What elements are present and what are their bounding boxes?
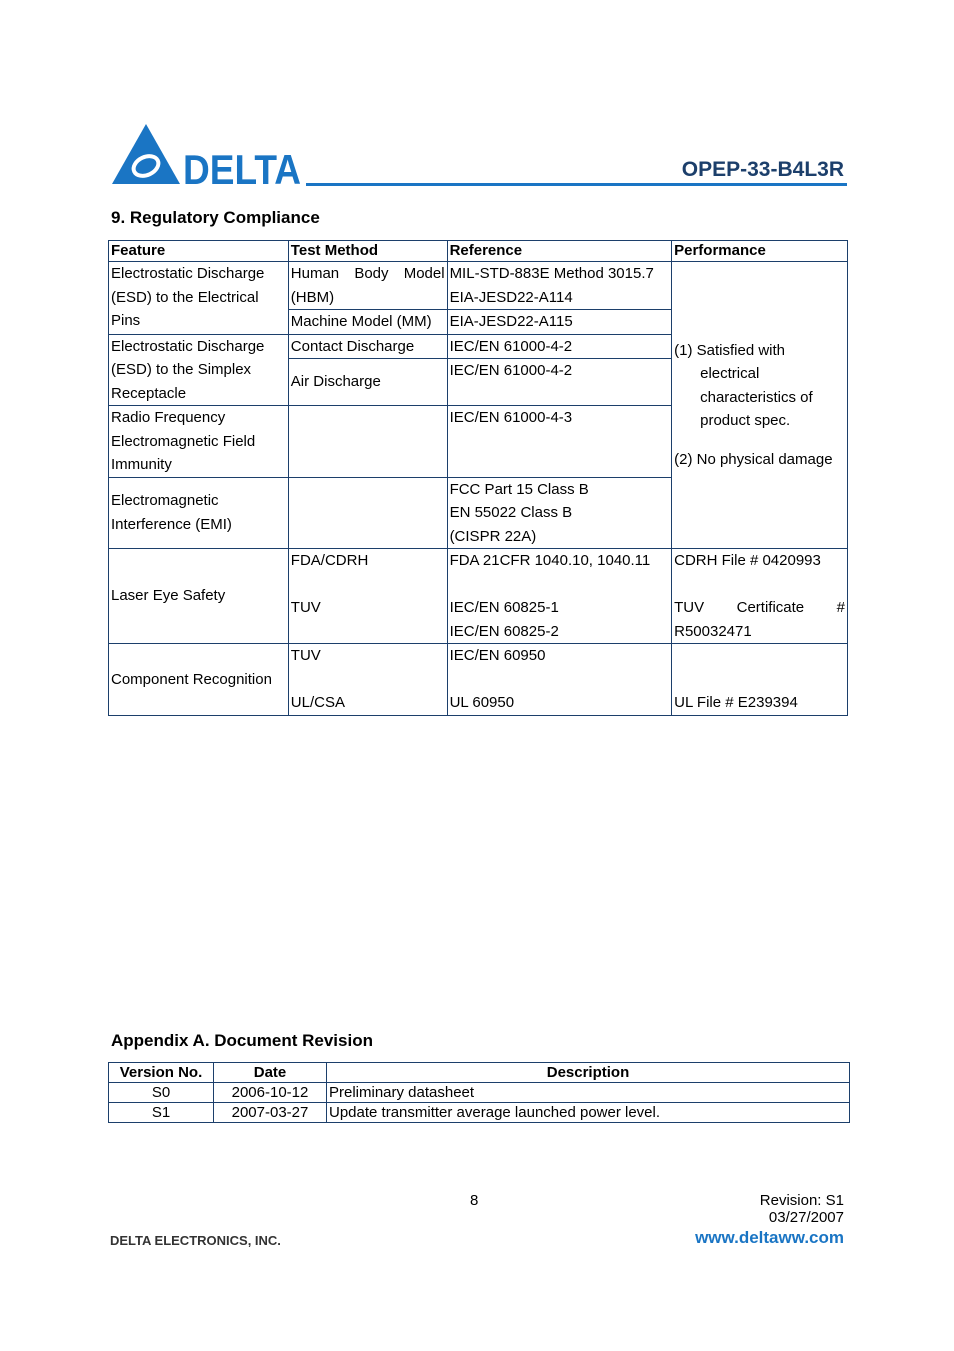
col-header-date: Date	[214, 1063, 327, 1083]
revision-label: Revision: S1	[759, 1192, 844, 1209]
method-component: TUV UL/CSA	[288, 644, 447, 716]
reference-emi: FCC Part 15 Class B EN 55022 Class B (CISPR 22A)	[447, 477, 672, 549]
col-header-test-method: Test Method	[288, 241, 447, 262]
reference-component: IEC/EN 60950 UL 60950	[447, 644, 672, 716]
footer-revision	[760, 1192, 844, 1226]
delta-logo	[110, 122, 305, 186]
revision-version: S1	[109, 1103, 214, 1123]
section-title-appendix: Appendix A. Document Revision	[111, 1031, 373, 1050]
reference-hbm: MIL-STD-883E Method 3015.7 EIA-JESD22-A114	[447, 262, 672, 310]
method-hbm: Human Body Model (HBM)	[288, 262, 447, 310]
table-row	[109, 1083, 850, 1103]
table-row	[109, 549, 848, 644]
table-row	[109, 644, 848, 716]
revision-version: S0	[109, 1083, 214, 1103]
col-header-feature: Feature	[109, 241, 289, 262]
reference-air: IEC/EN 61000-4-2	[447, 359, 672, 406]
feature-rf: Radio Frequency Electromagnetic Field Immunity	[109, 406, 289, 478]
col-header-description: Description	[327, 1063, 850, 1083]
document-id: OPEP-33-B4L3R	[681, 158, 844, 181]
logo-brand-text: DELTA	[183, 146, 301, 186]
feature-esd-electrical: Electrostatic Discharge (ESD) to the Electrical Pins	[109, 262, 289, 335]
revision-description: Preliminary datasheet	[327, 1083, 850, 1103]
method-mm: Machine Model (MM)	[288, 310, 447, 335]
header-rule	[306, 183, 847, 186]
reference-contact: IEC/EN 61000-4-2	[447, 334, 672, 359]
performance-component: UL File # E239394	[672, 644, 848, 716]
table-row	[109, 262, 848, 310]
col-header-version: Version No.	[109, 1063, 214, 1083]
method-rf-empty	[288, 406, 447, 478]
method-laser: FDA/CDRH TUV	[288, 549, 447, 644]
table-header-row	[109, 241, 848, 262]
method-air: Air Discharge	[288, 359, 447, 406]
feature-esd-simplex: Electrostatic Discharge (ESD) to the Simplex Receptacle	[109, 334, 289, 406]
revision-date: 03/27/2007	[768, 1209, 844, 1226]
revision-table	[108, 1062, 850, 1123]
reference-rf: IEC/EN 61000-4-3	[447, 406, 672, 478]
page-number: 8	[470, 1192, 479, 1209]
table-header-row	[109, 1063, 850, 1083]
performance-laser: CDRH File # 0420993 TUV Certificate # R50032471	[672, 549, 848, 644]
feature-component: Component Recognition	[109, 644, 289, 716]
section-title-regulatory: 9. Regulatory Compliance	[111, 208, 320, 227]
method-contact: Contact Discharge	[288, 334, 447, 359]
method-emi-empty	[288, 477, 447, 549]
revision-description: Update transmitter average launched power level.	[327, 1103, 850, 1123]
feature-laser: Laser Eye Safety	[109, 549, 289, 644]
website-link[interactable]: www.deltaww.com	[695, 1228, 844, 1247]
reference-laser: FDA 21CFR 1040.10, 1040.11 IEC/EN 60825-1 IEC/EN 60825-2	[447, 549, 672, 644]
company-name: DELTA ELECTRONICS, INC.	[110, 1233, 281, 1248]
table-row	[109, 1103, 850, 1123]
reference-mm: EIA-JESD22-A115	[447, 310, 672, 335]
revision-date: 2007-03-27	[214, 1103, 327, 1123]
regulatory-table	[108, 240, 848, 716]
col-header-performance: Performance	[672, 241, 848, 262]
revision-date: 2006-10-12	[214, 1083, 327, 1103]
col-header-reference: Reference	[447, 241, 672, 262]
feature-emi: Electromagnetic Interference (EMI)	[109, 477, 289, 549]
performance-shared: (1) Satisfied with electrical characteristics of product spec. (2) No physical damage	[672, 262, 848, 549]
